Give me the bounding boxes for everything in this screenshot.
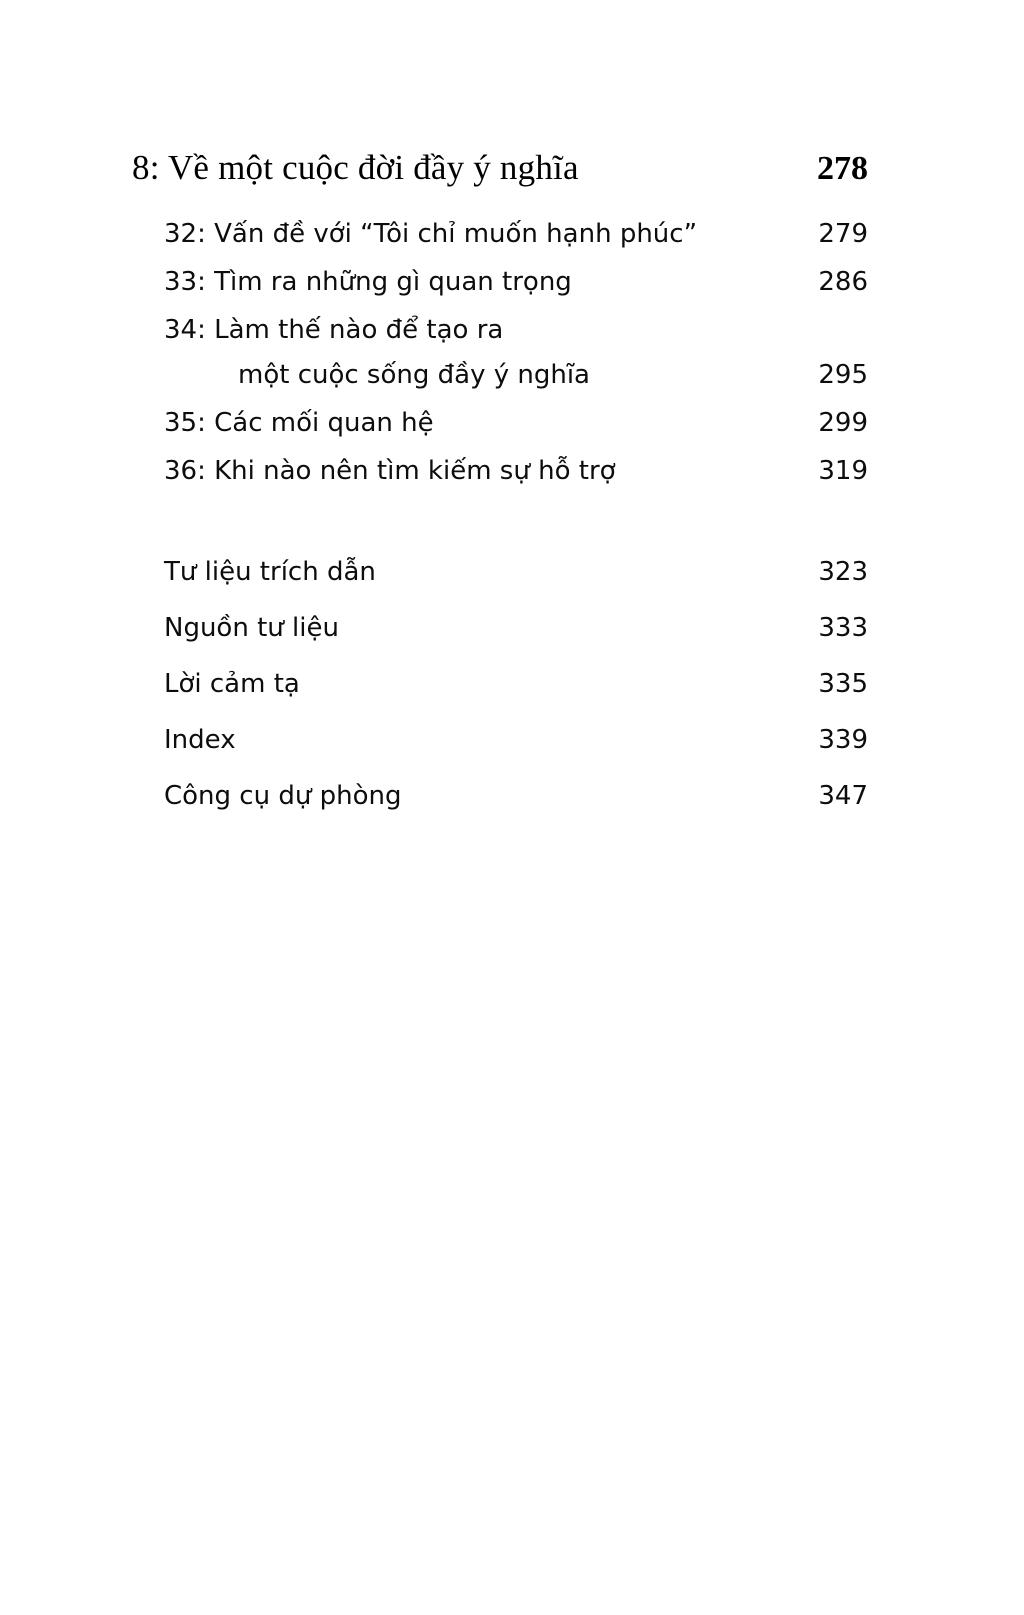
toc-back-matter-page-number: 323 — [818, 557, 868, 587]
toc-back-matter-title: Index — [164, 725, 236, 755]
toc-part-page-number: 278 — [817, 150, 868, 187]
toc-entry-title-line2: một cuộc sống đầy ý nghĩa — [238, 360, 590, 390]
toc-back-matter-title: Nguồn tư liệu — [164, 613, 339, 643]
toc-entry-page-number: 319 — [818, 456, 868, 486]
toc-entry-page-number: 295 — [818, 360, 868, 390]
table-of-contents — [132, 148, 868, 830]
toc-part-title: 8: Về một cuộc đời đầy ý nghĩa — [132, 148, 579, 187]
toc-entry-row — [132, 401, 868, 446]
toc-part-row — [132, 148, 868, 188]
toc-entry-row — [132, 308, 868, 398]
toc-back-matter-title: Tư liệu trích dẫn — [164, 557, 376, 587]
toc-back-matter-title: Công cụ dự phòng — [164, 781, 402, 811]
toc-back-matter-row — [132, 550, 868, 595]
toc-entry-title — [164, 308, 590, 398]
toc-entry-title: 36: Khi nào nên tìm kiếm sự hỗ trợ — [164, 456, 616, 486]
toc-entry-page-number: 279 — [818, 219, 868, 249]
toc-back-matter-page-number: 335 — [818, 669, 868, 699]
toc-entry-title: 33: Tìm ra những gì quan trọng — [164, 267, 572, 297]
toc-entry-page-number: 299 — [818, 408, 868, 438]
toc-back-matter-row — [132, 662, 868, 707]
toc-back-matter-row — [132, 606, 868, 651]
toc-back-matter-page-number: 347 — [818, 781, 868, 811]
toc-entry-row — [132, 449, 868, 494]
toc-entry-row — [132, 212, 868, 257]
toc-back-matter-row — [132, 774, 868, 819]
toc-back-matter-page-number: 339 — [818, 725, 868, 755]
toc-entry-page-number: 286 — [818, 267, 868, 297]
toc-back-matter-row — [132, 718, 868, 763]
toc-back-matter-title: Lời cảm tạ — [164, 669, 300, 699]
toc-back-matter-page-number: 333 — [818, 613, 868, 643]
toc-entry-title: 32: Vấn đề với “Tôi chỉ muốn hạnh phúc” — [164, 219, 698, 249]
toc-entry-row — [132, 260, 868, 305]
toc-back-matter — [132, 550, 868, 819]
toc-entry-title-line1: 34: Làm thế nào để tạo ra — [164, 315, 504, 345]
toc-entry-title: 35: Các mối quan hệ — [164, 408, 434, 438]
